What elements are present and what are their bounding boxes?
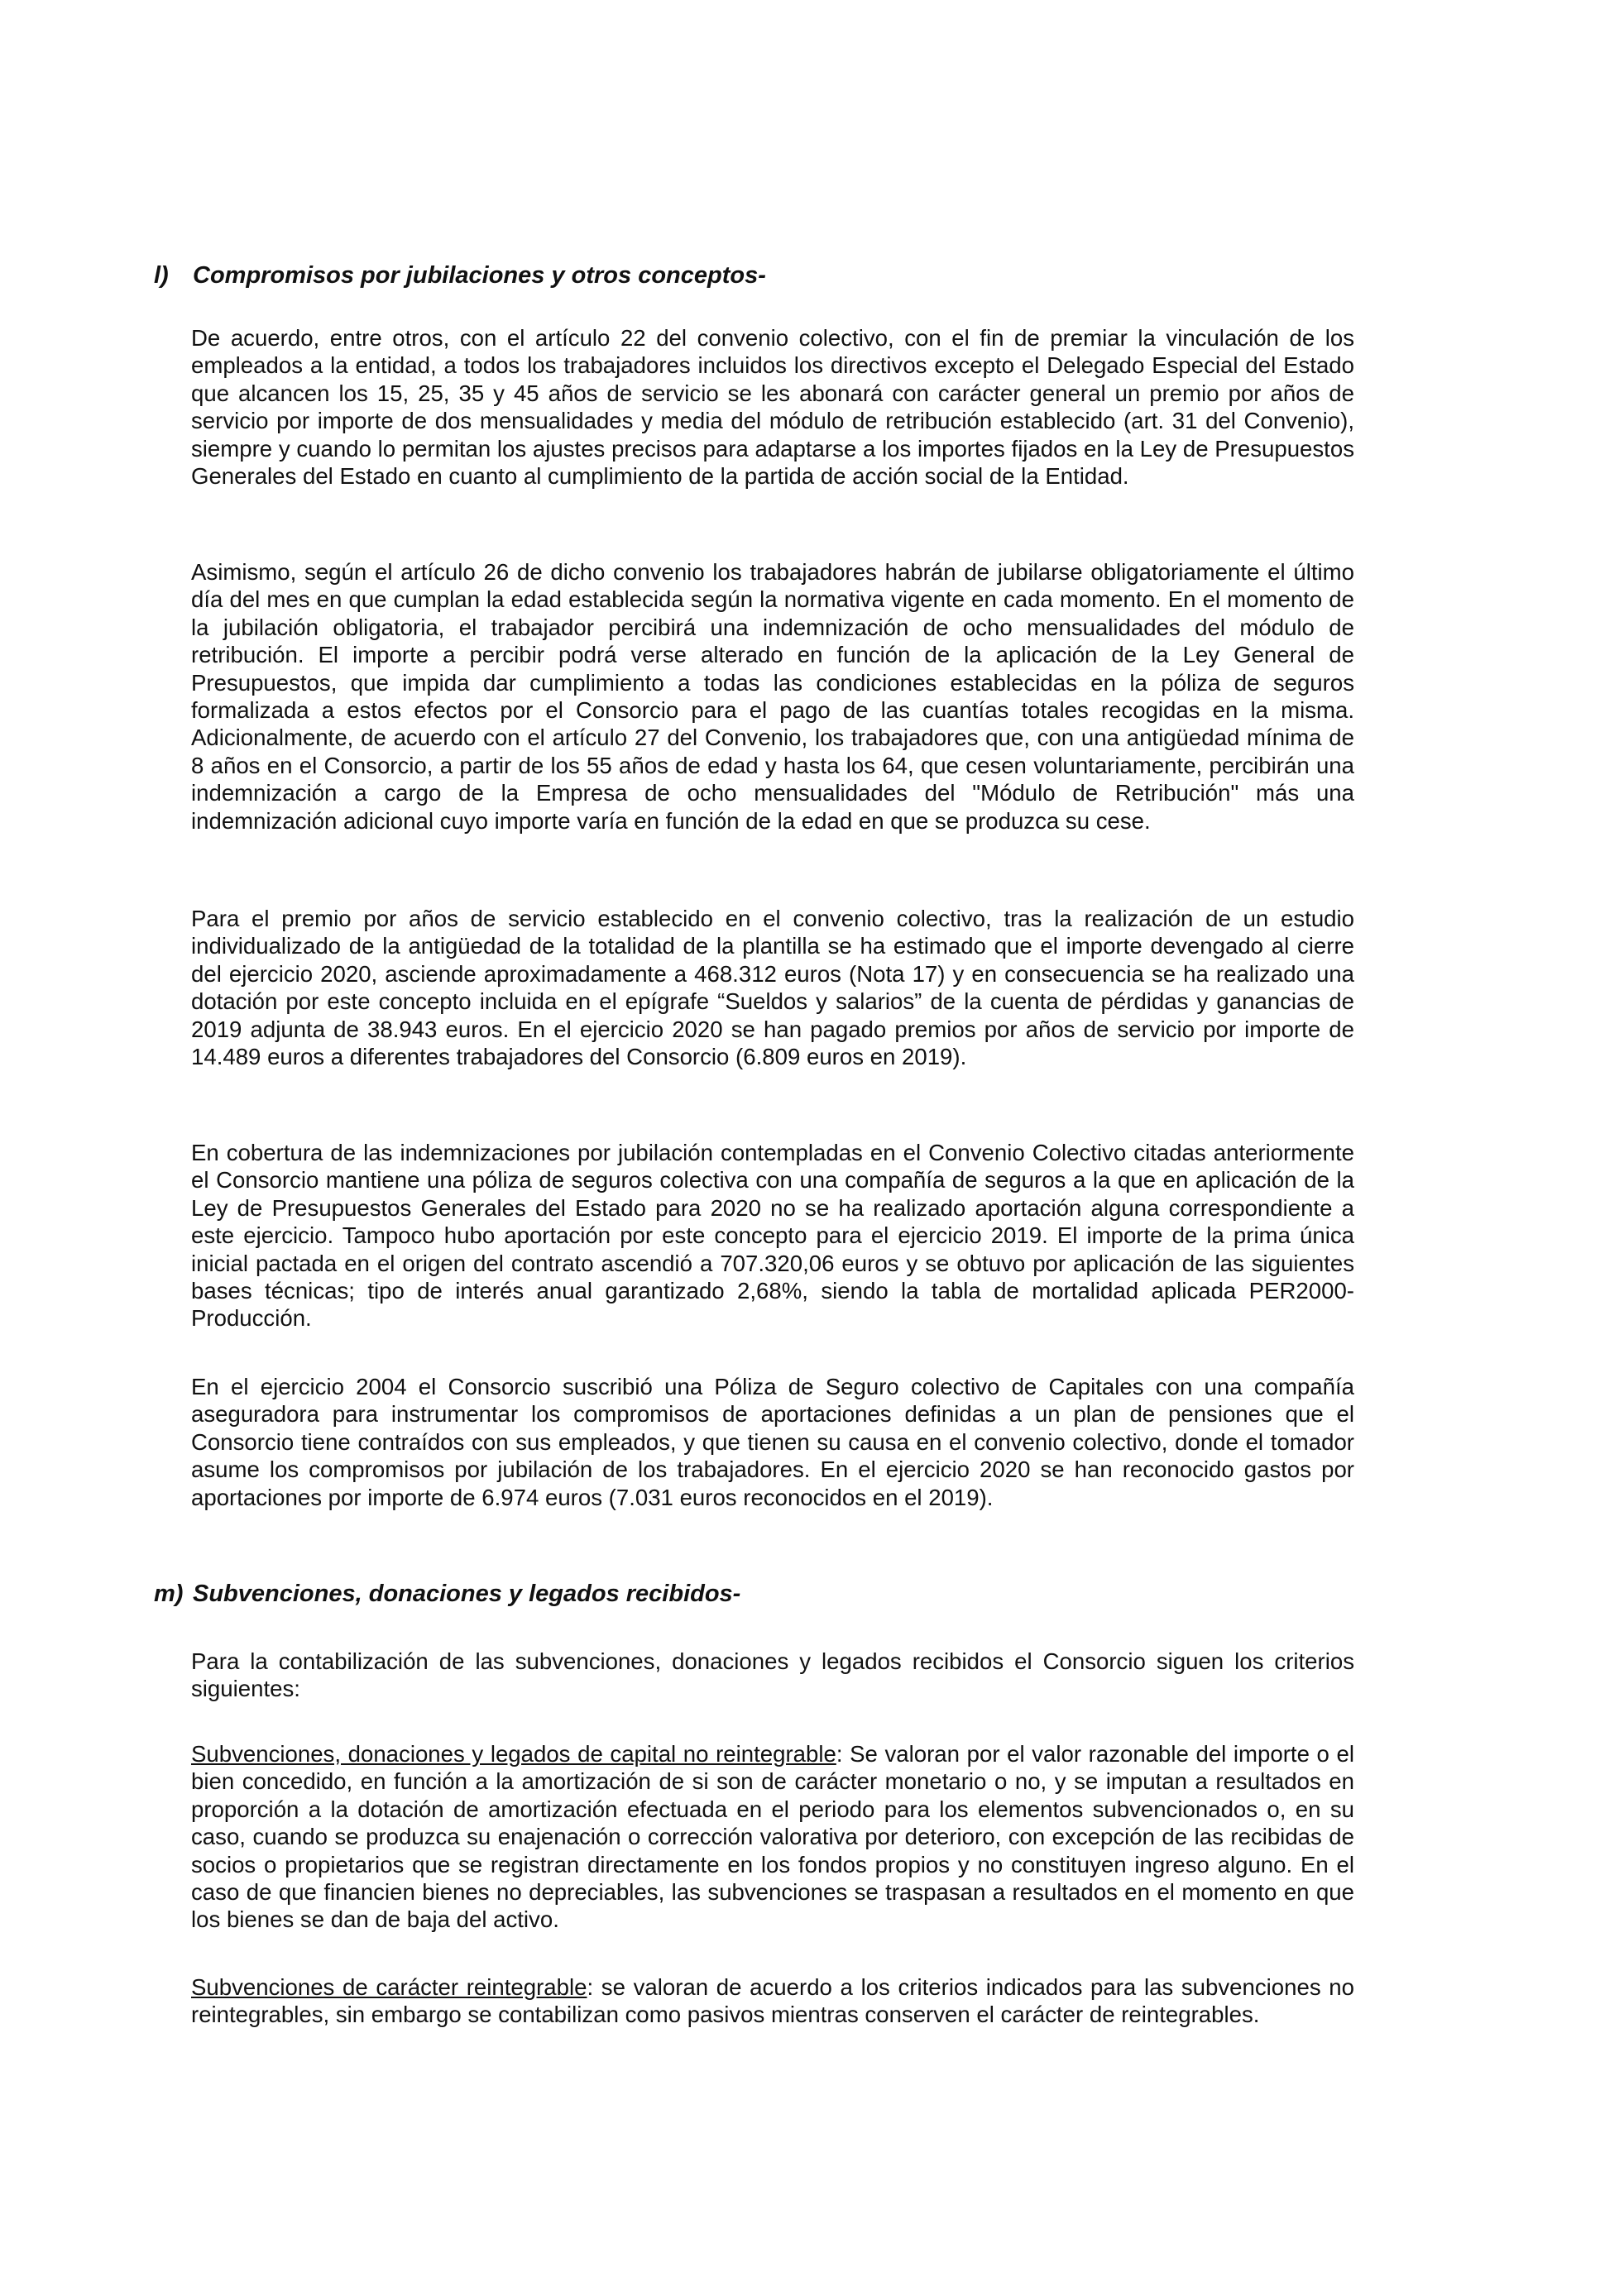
section-m-label: m) — [154, 1581, 184, 1607]
section-l-title: Compromisos por jubilaciones y otros conceptos- — [193, 262, 766, 289]
section-m-heading — [154, 1580, 740, 1609]
section-l-paragraph-3: Para el premio por años de servicio establecido en el convenio colectivo, tras la realización de un estudio individualizado de la antigüedad de la totalidad de la plantilla se ha estimado que el importe devengado al cierre del ejercicio 2020, asciende aproximadamente a 468.312 euros (Nota 17) y en consecuencia se ha realizado una dotación por este concepto incluida en el epígrafe “Sueldos y salarios” de la cuenta de pérdidas y ganancias de 2019 adjunta de 38.943 euros. En el ejercicio 2020 se han pagado premios por años de servicio por importe de 14.489 euros a diferentes trabajadores del Consorcio (6.809 euros en 2019). — [191, 906, 1354, 1070]
section-l-paragraph-5: En el ejercicio 2004 el Consorcio suscribió una Póliza de Seguro colectivo de Capitales con una compañía aseguradora para instrumentar los compromisos de aportaciones definidas a un plan de pensiones que el Consorcio tiene contraídos con sus empleados, y que tienen su causa en el convenio colectivo, donde el tomador asume los compromisos por jubilación de los trabajadores. En el ejercicio 2020 se han reconocido gastos por aportaciones por importe de 6.974 euros (7.031 euros reconocidos en el 2019). — [191, 1374, 1354, 1510]
text-no-reintegrable: : Se valoran por el valor razonable del importe o el bien concedido, en función a la amortización de si son de carácter monetario o no, y se imputan a resultados en proporción a la dotación de amortización efectuada en el periodo para los elementos subvencionados o, en su caso, cuando se produzca su enajenación o corrección valorativa por deterioro, con excepción de las recibidas de socios o propietarios que se registran directamente en los fondos propios y no constituyen ingreso alguno. En el caso de que financien bienes no depreciables, las subvenciones se traspasan a resultados en el momento en que los bienes se dan de baja del activo. — [191, 1741, 1354, 1933]
section-l-paragraph-4: En cobertura de las indemnizaciones por jubilación contempladas en el Convenio Colectivo citadas anteriormente el Consorcio mantiene una póliza de seguros colectiva con una compañía de seguros a la que en aplicación de la Ley de Presupuestos Generales del Estado para 2020 no se ha realizado aportación alguna correspondiente a este ejercicio. Tampoco hubo aportación por este concepto para el ejercicio 2019. El importe de la prima única inicial pactada en el origen del contrato ascendió a 707.320,06 euros y se obtuvo por aplicación de las siguientes bases técnicas; tipo de interés anual garantizado 2,68%, siendo la tabla de mortalidad aplicada PER2000-Producción. — [191, 1140, 1354, 1332]
section-m-item-reintegrable — [191, 1973, 1354, 2029]
section-l-paragraph-1: De acuerdo, entre otros, con el artículo 22 del convenio colectivo, con el fin de premiar la vinculación de los empleados a la entidad, a todos los trabajadores incluidos los directivos excepto el Delegado Especial del Estado que alcancen los 15, 25, 35 y 45 años de servicio se les abonará con carácter general un premio por años de servicio por importe de dos mensualidades y media del módulo de retribución establecido (art. 31 del Convenio), siempre y cuando lo permitan los ajustes precisos para adaptarse a los importes fijados en la Ley de Presupuestos Generales del Estado en cuanto al cumplimiento de la partida de acción social de la Entidad. — [191, 325, 1354, 490]
section-m-title: Subvenciones, donaciones y legados recibidos- — [193, 1581, 741, 1607]
section-l-paragraph-2: Asimismo, según el artículo 26 de dicho convenio los trabajadores habrán de jubilarse obligatoriamente el último día del mes en que cumplan la edad establecida según la normativa vigente en cada momento. En el momento de la jubilación obligatoria, el trabajador percibirá una indemnización de ocho mensualidades del módulo de retribución. El importe a percibir podrá verse alterado en función de la aplicación de la Ley General de Presupuestos, que impida dar cumplimiento a todas las condiciones establecidas en la póliza de seguros formalizada a estos efectos por el Consorcio para el pago de las cuantías totales recogidas en la misma. Adicionalmente, de acuerdo con el artículo 27 del Convenio, los trabajadores que, con una antigüedad mínima de 8 años en el Consorcio, a partir de los 55 años de edad y hasta los 64, que cesen voluntariamente, percibirán una indemnización a cargo de la Empresa de ocho mensualidades del "Módulo de Retribución" más una indemnización adicional cuyo importe varía en función de la edad en que se produzca su cese. — [191, 559, 1354, 834]
section-l-label: l) — [154, 262, 169, 289]
term-reintegrable: Subvenciones de carácter reintegrable — [191, 1974, 587, 2000]
section-m-item-capital-no-reintegrable — [191, 1740, 1354, 1934]
section-l-heading — [154, 261, 766, 290]
section-m-intro: Para la contabilización de las subvenciones, donaciones y legados recibidos el Consorcio siguen los criterios siguientes: — [191, 1648, 1354, 1702]
text-reintegrable: : se valoran de acuerdo a los criterios indicados para las subvenciones no reintegrables, sin embargo se contabilizan como pasivos mientras conserven el carácter de reintegrables. — [191, 1974, 1354, 2028]
term-no-reintegrable: Subvenciones, donaciones y legados de capital no reintegrable — [191, 1741, 836, 1767]
